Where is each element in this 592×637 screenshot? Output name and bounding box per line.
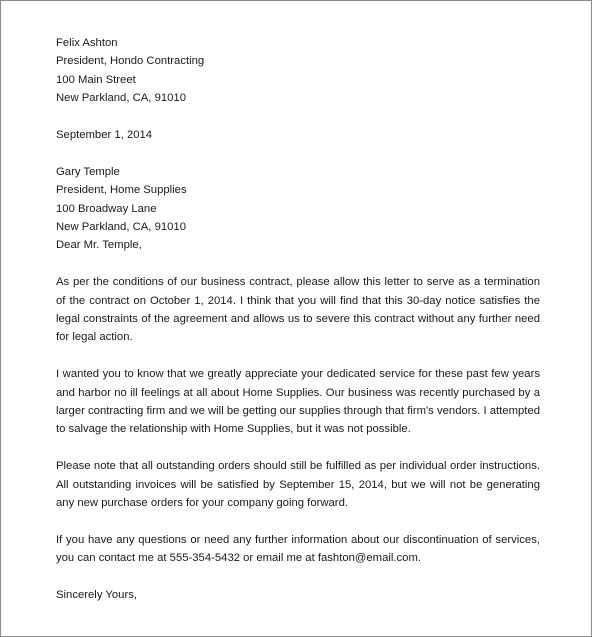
spacer [56, 255, 540, 273]
sender-title: President, Hondo Contracting [56, 55, 205, 68]
closing: Sincerely Yours, [56, 589, 138, 602]
spacer [56, 108, 540, 126]
recipient-city: New Parkland, CA, 91010 [56, 221, 186, 234]
sender-street: 100 Main Street [56, 73, 136, 86]
sender-address [56, 34, 540, 108]
spacer [56, 439, 540, 457]
sender-city: New Parkland, CA, 91010 [56, 92, 186, 105]
recipient-name: Gary Temple [56, 165, 120, 178]
letter-body [56, 34, 540, 604]
spacer [56, 568, 540, 586]
spacer [56, 347, 540, 365]
recipient-street: 100 Broadway Lane [56, 202, 157, 215]
letter-date: September 1, 2014 [56, 129, 153, 142]
spacer [56, 512, 540, 530]
paragraph-appreciation: I wanted you to know that we greatly appreciate your dedicated service for these past few years and harbor no ill feelings at all about Home Supplies. Our business was recently purchased by a larger contracting firm and we will be getting our supplies through that firm's vendors. I attempted to salvage the relationship with Home Supplies, but it was not possible. [56, 368, 540, 436]
recipient-address [56, 163, 540, 237]
salutation: Dear Mr. Temple, [56, 239, 142, 252]
spacer [56, 144, 540, 162]
paragraph-contact: If you have any questions or need any further information about our discontinuation of services, you can contact me at 555-354-5432 or email me at fashton@email.com. [56, 533, 540, 565]
paragraph-orders: Please note that all outstanding orders should still be fulfilled as per individual order instructions. All outstanding invoices will be satisfied by September 15, 2014, but we will not be generating any new purchase orders for your company going forward. [56, 460, 540, 510]
recipient-title: President, Home Supplies [56, 184, 187, 197]
paragraph-termination: As per the conditions of our business contract, please allow this letter to serve as a termination of the contract on October 1, 2014. I think that you will find that this 30-day notice satisfies the legal constraints of the agreement and allows us to severe this contract without any further need for legal action. [56, 276, 540, 344]
sender-name: Felix Ashton [56, 37, 118, 49]
